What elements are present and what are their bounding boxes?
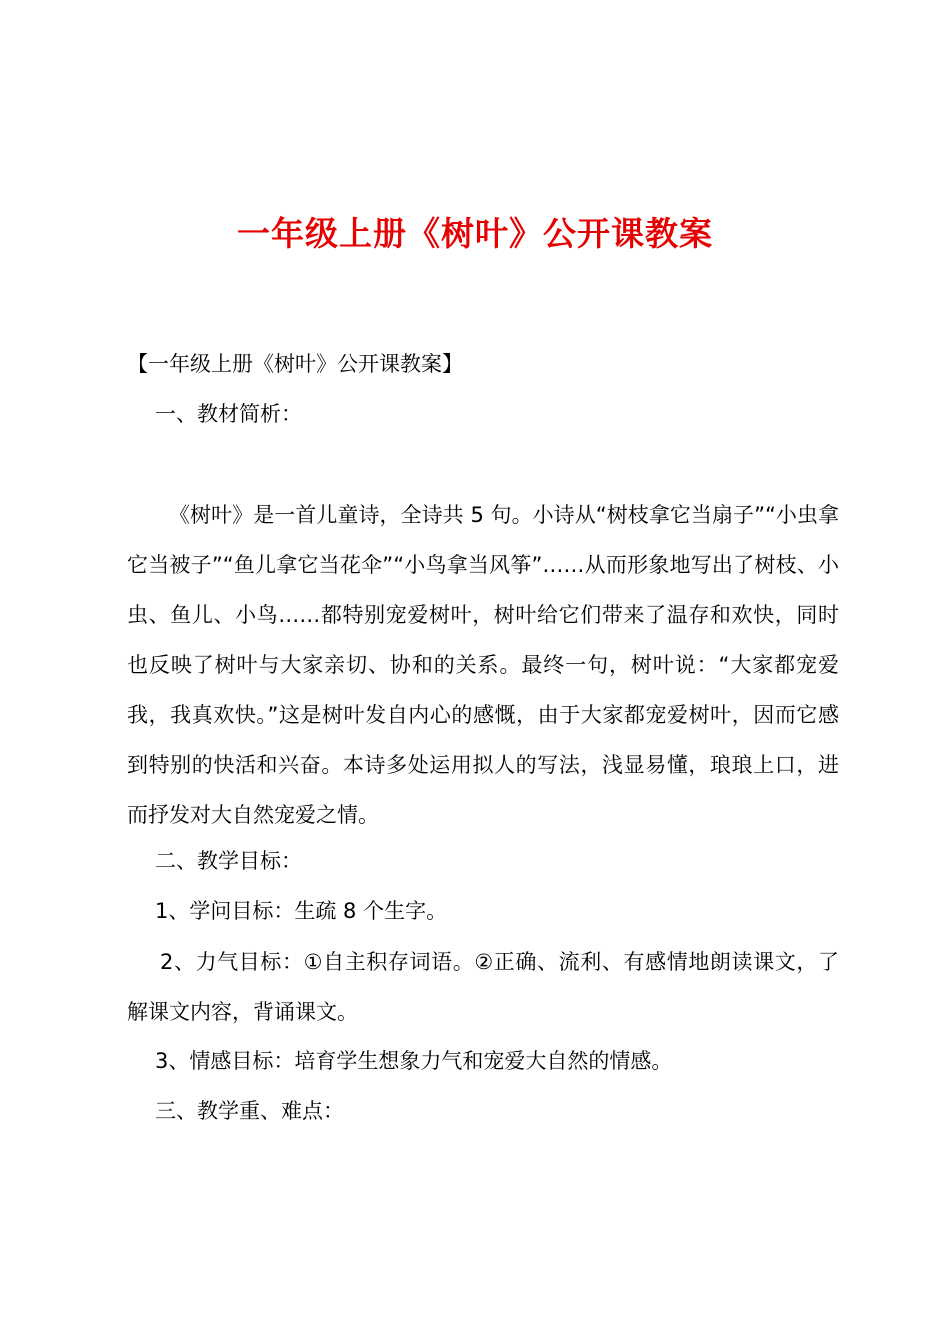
section-heading-analysis: 一、教材简析： [155,402,302,426]
analysis-paragraph: 《树叶》是一首儿童诗，全诗共 5 句。小诗从“树枝拿它当扇子”“小虫拿它当被子”“鱼儿拿它当花伞”“小鸟拿当风筝”……从而形象地写出了树枝、小虫、鱼儿、小鸟……都特别宠爱树叶，树叶给它们带来了温存和欢快，同时也反映了树叶与大家亲切、协和的关系。最终一句，树叶说：“大家都宠爱我，我真欢快。”这是树叶发自内心的感慨，由于大家都宠爱树叶，因而它感到特别的快活和兴奋。本诗多处运用拟人的写法，浅显易懂，琅琅上口，进而抒发对大自然宠爱之情。 [127,503,839,827]
goal-emotion: 3、情感目标：培育学生想象力气和宠爱大自然的情感。 [155,1049,673,1073]
section-heading-key-points: 三、教学重、难点： [155,1099,344,1123]
document-title: 一年级上册《树叶》公开课教案 [237,214,713,253]
goal-knowledge: 1、学问目标：生疏 8 个生字。 [155,899,448,923]
document-subtitle: 【一年级上册《树叶》公开课教案】 [127,352,463,376]
goal-ability: 2、力气目标：①自主积存词语。②正确、流利、有感情地朗读课文，了解课文内容，背诵课文。 [127,950,839,1024]
section-heading-goals: 二、教学目标： [155,849,302,873]
